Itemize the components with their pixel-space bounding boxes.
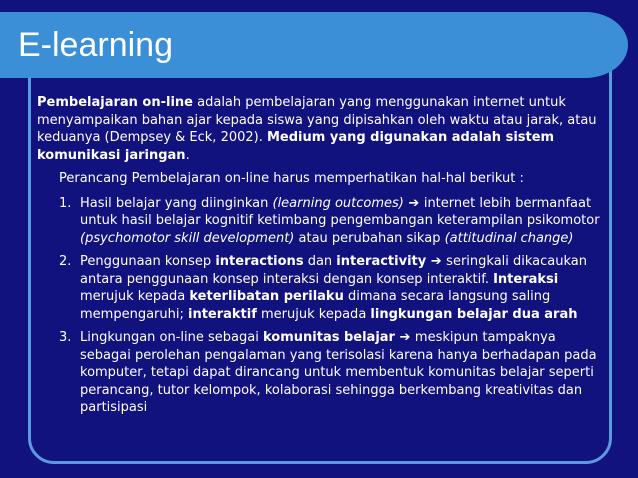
item-text: meskipun tampaknya sebagai perolehan pengalaman yang terisolasi karena hanya berhadapan pada komputer, tetapi dapat dirancang untuk membentuk komunitas belajar seperti perancang, tutor kelompok, kolaborasi sehingga berkembang kreativitas dan partisipasi xyxy=(80,330,597,415)
list-number: 1. xyxy=(59,195,72,211)
item-bold: Interaksi xyxy=(493,271,559,287)
item-text: Penggunaan konsep xyxy=(80,254,216,269)
item-bold: keterlibatan perilaku xyxy=(189,289,344,304)
item-text: dan xyxy=(303,254,337,269)
item-bold: interaktif xyxy=(187,306,257,322)
item-bold: interactivity xyxy=(336,254,427,269)
item-text: atau perubahan sikap xyxy=(294,230,445,246)
item-italic: (attitudinal change) xyxy=(444,230,574,246)
arrow-icon: ➔ xyxy=(426,254,447,269)
item-text: internet lebih bermanfaat untuk hasil belajar kognitif ketimbang pengembangan keterampilan psikomotor xyxy=(80,195,600,228)
item-bold: komunitas belajar xyxy=(262,330,395,345)
item-text: dimana secara langsung saling mempengaruhi; xyxy=(80,289,551,322)
item-text: Lingkungan on-line sebagai xyxy=(80,330,263,345)
intro-end: . xyxy=(185,147,190,163)
list-number: 2. xyxy=(59,254,72,269)
intro-paragraph xyxy=(37,94,605,164)
list-item xyxy=(37,253,605,323)
considerations-list xyxy=(37,195,605,417)
item-text: seringkali dikacaukan antara penggunaan konsep interaksi dengan konsep interaktif. xyxy=(80,254,588,287)
item-text: Hasil belajar yang diinginkan xyxy=(80,195,273,211)
arrow-icon: ➔ xyxy=(394,330,415,345)
slide-body xyxy=(37,94,605,423)
item-text: merujuk kepada xyxy=(256,306,371,322)
intro-text: adalah pembelajaran yang menggunakan internet untuk menyampaikan bahan ajar kepada siswa yang dipisahkan oleh waktu atau jarak, atau keduanya (Dempsey & Eck, 2002). xyxy=(37,95,597,145)
item-text: merujuk kepada xyxy=(80,289,190,304)
lead-text: Perancang Pembelajaran on-line harus memperhatikan hal-hal berikut : xyxy=(59,171,524,186)
item-italic: (learning outcomes) xyxy=(272,195,404,211)
list-number: 3. xyxy=(59,330,72,345)
item-italic: (psychomotor skill development) xyxy=(80,230,295,246)
list-item xyxy=(37,329,605,417)
intro-emphasis: Medium yang digunakan adalah sistem komunikasi jaringan xyxy=(37,130,555,163)
arrow-icon: ➔ xyxy=(403,195,424,211)
slide-title: E-learning xyxy=(18,26,173,64)
intro-term: Pembelajaran on-line xyxy=(37,95,193,110)
list-item xyxy=(37,195,605,248)
item-bold: lingkungan belajar dua arah xyxy=(370,306,578,322)
item-bold: interactions xyxy=(215,254,304,269)
